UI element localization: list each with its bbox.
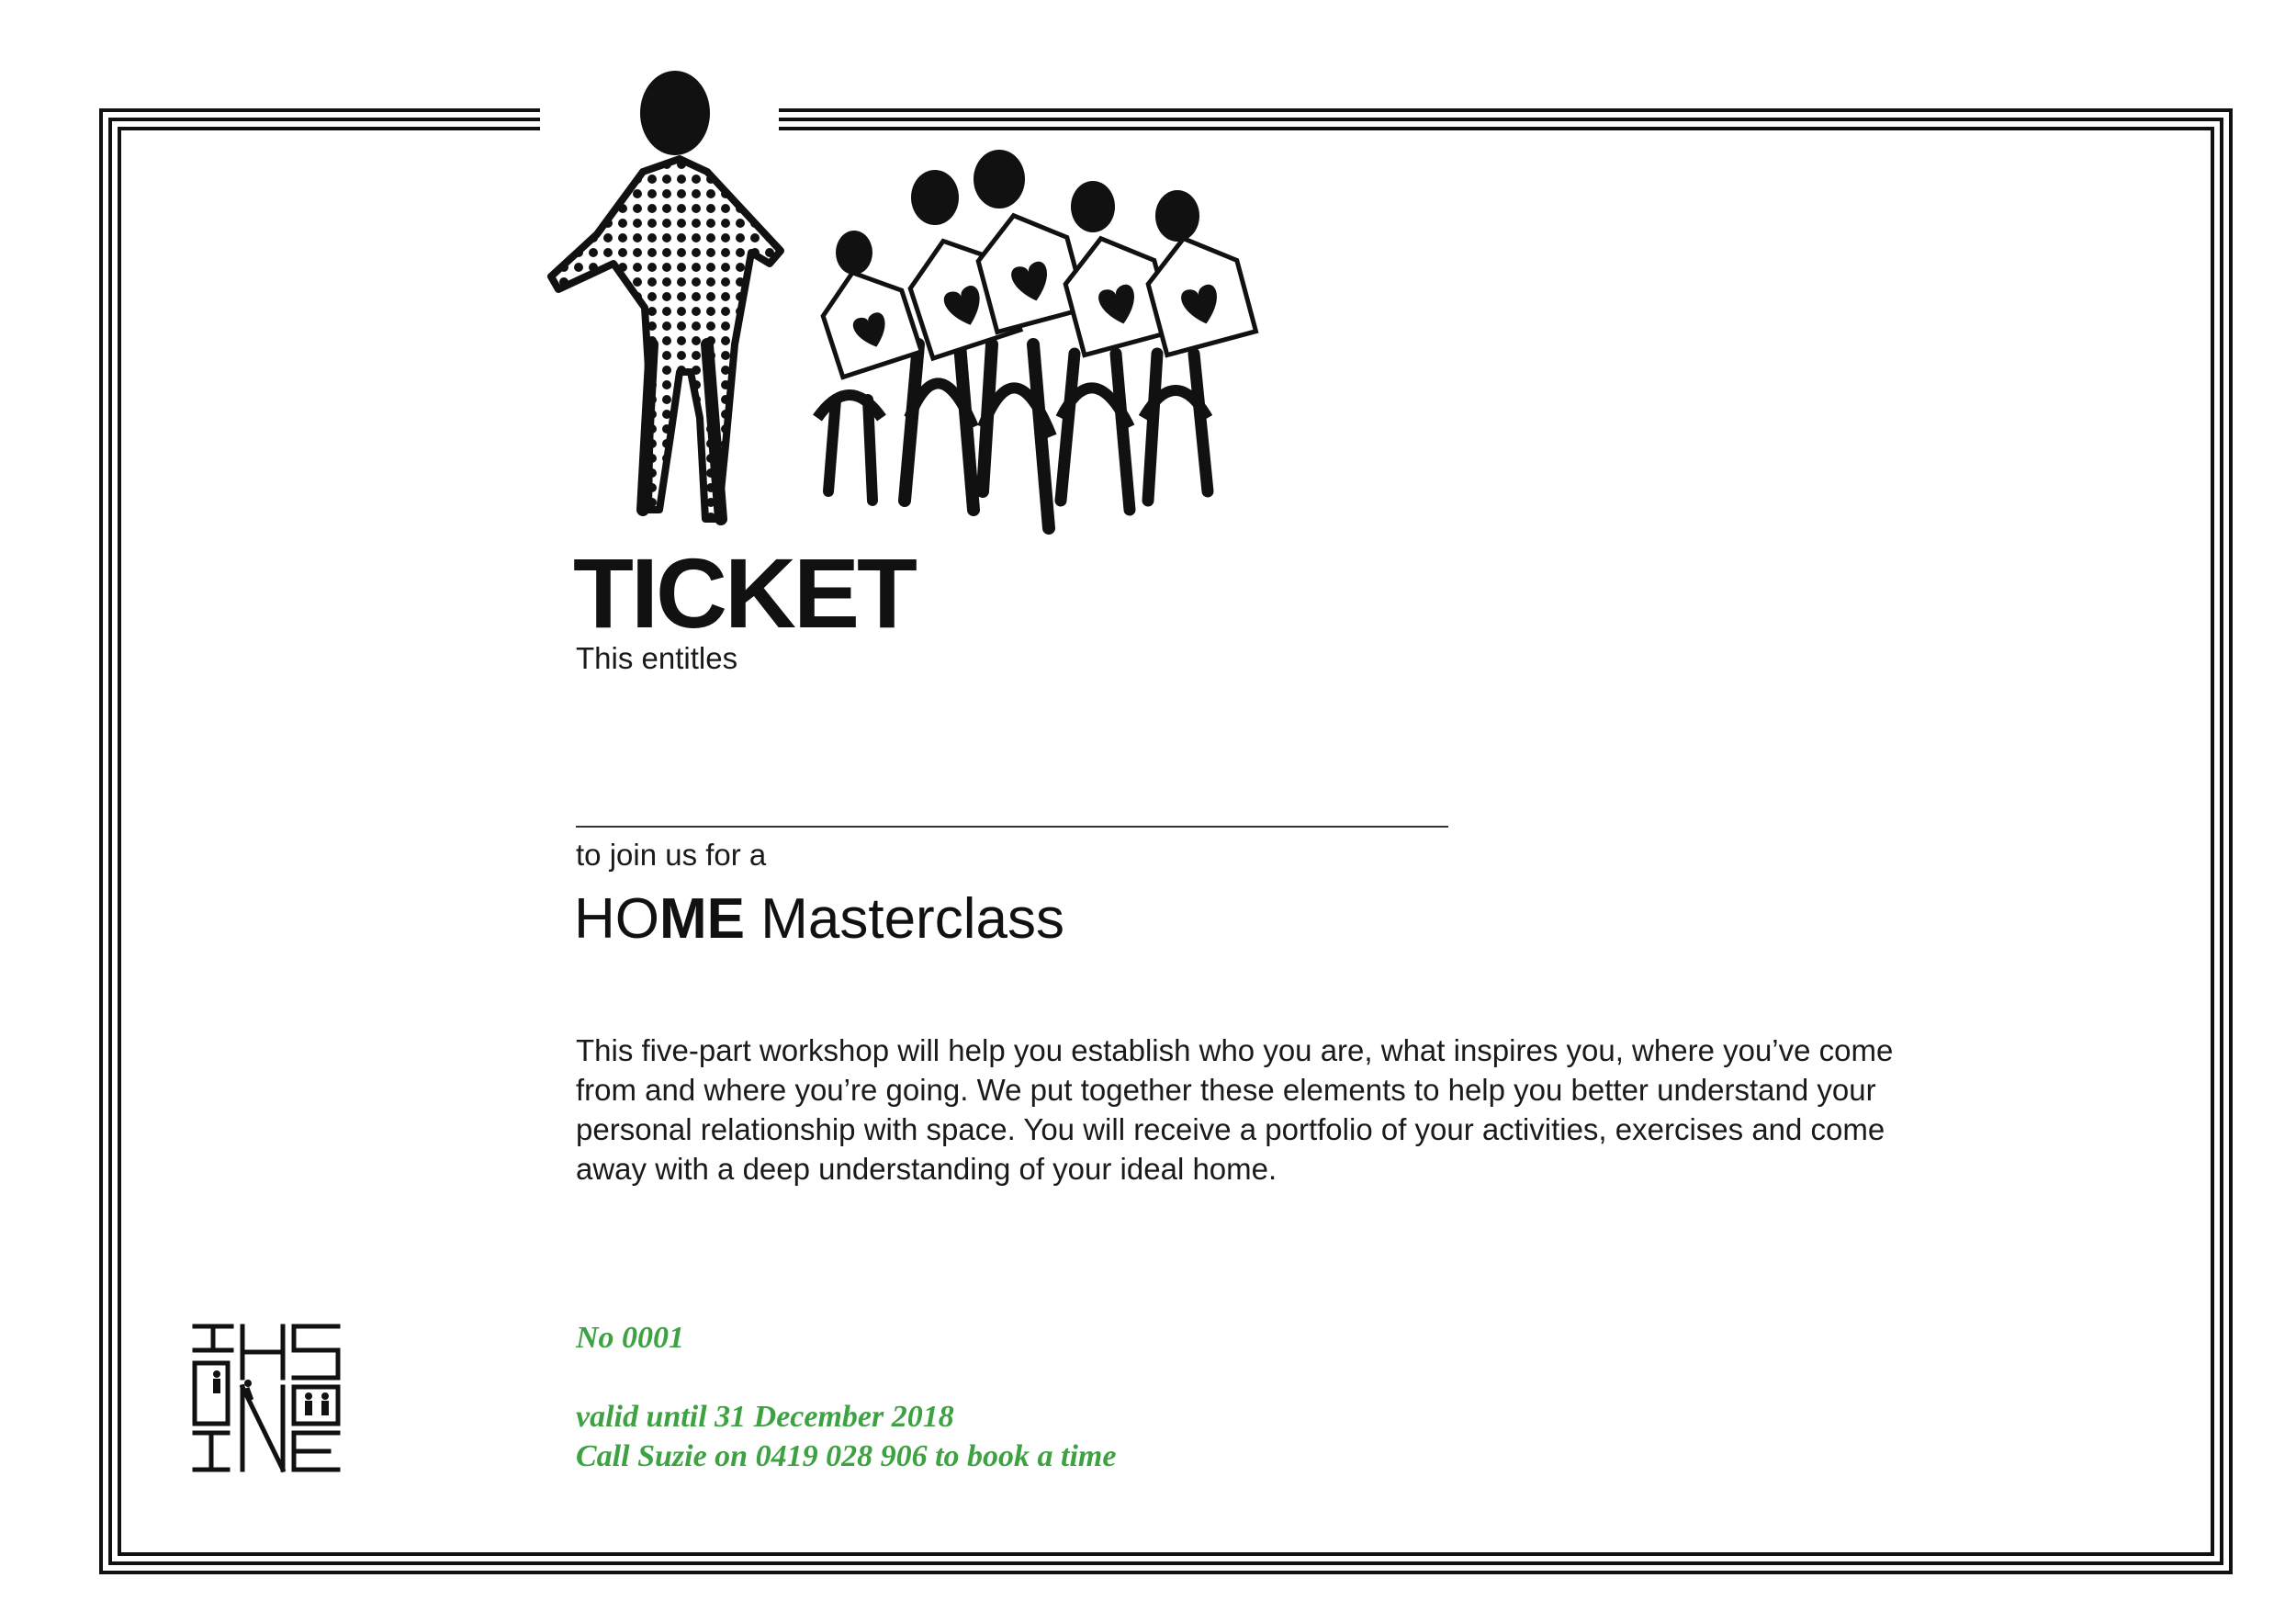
event-title-prefix: HO	[574, 887, 659, 951]
lead-figure	[551, 71, 781, 519]
recipient-name-line	[576, 826, 1448, 828]
event-title-suffix: Masterclass	[745, 887, 1064, 951]
entitles-label: This entitles	[576, 641, 738, 675]
join-label: to join us for a	[576, 838, 767, 872]
event-title	[574, 886, 1064, 952]
figures-illustration	[542, 69, 1277, 547]
maze-letters-logo-icon	[191, 1323, 343, 1474]
ticket-title: TICKET	[573, 537, 915, 648]
event-description: This five-part workshop will help you establish who you are, what inspires you, where you’ve come from and where you’re going. We put together these elements to help you better understand your personal relationship with space. You will receive a portfolio of your activities, exercises and come away with a deep understanding of your ideal home.	[576, 1033, 1894, 1186]
valid-until: valid until 31 December 2018	[576, 1400, 954, 1434]
event-title-bold: ME	[659, 887, 745, 951]
ticket-number: No 0001	[576, 1321, 685, 1355]
booking-contact: Call Suzie on 0419 028 906 to book a time	[576, 1439, 1117, 1473]
